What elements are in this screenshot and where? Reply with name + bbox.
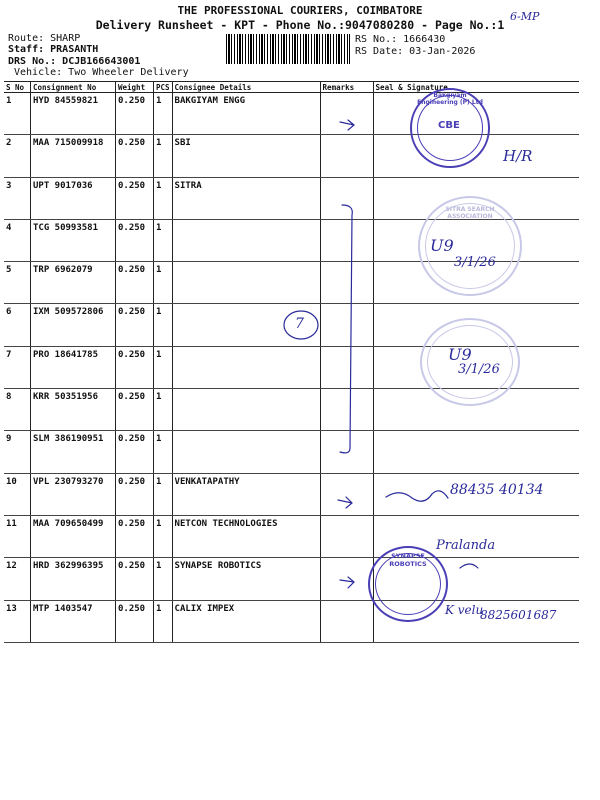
- col-consignee: Consignee Details: [172, 82, 320, 93]
- cell-consignee: CALIX IMPEX: [172, 600, 320, 642]
- cell-consignment: MTP 1403547: [31, 600, 116, 642]
- col-remarks: Remarks: [320, 82, 373, 93]
- rs-date: RS Date: 03-Jan-2026: [355, 46, 476, 57]
- cell-pcs: 1: [154, 346, 173, 388]
- document-title: THE PROFESSIONAL COURIERS, COIMBATORE: [177, 4, 423, 17]
- cell-consignment: TCG 50993581: [31, 219, 116, 261]
- cell-pcs: 1: [154, 135, 173, 177]
- cell-consignment: MAA 709650499: [31, 515, 116, 557]
- cell-sno: 4: [4, 219, 31, 261]
- cell-weight: 0.250: [116, 558, 154, 600]
- cell-consignment: TRP 6962079: [31, 262, 116, 304]
- synapse-stamp-text: SYNAPSE ROBOTICS: [389, 552, 427, 568]
- faint-stamp-b: [420, 318, 520, 406]
- cell-sno: 8: [4, 389, 31, 431]
- cell-weight: 0.250: [116, 515, 154, 557]
- cell-weight: 0.250: [116, 600, 154, 642]
- col-weight: Weight: [116, 82, 154, 93]
- cell-pcs: 1: [154, 515, 173, 557]
- col-pcs: PCS: [154, 82, 173, 93]
- received-initials-b: U9: [448, 345, 472, 364]
- sitra-stamp: [418, 196, 522, 296]
- cell-consignee: SYNAPSE ROBOTICS: [172, 558, 320, 600]
- phone-row13: 8825601687: [480, 608, 557, 622]
- cell-pcs: 1: [154, 389, 173, 431]
- received-date-b: 3/1/26: [458, 362, 500, 377]
- bakgiyam-stamp: [410, 88, 490, 168]
- cell-sno: 2: [4, 135, 31, 177]
- cell-pcs: 1: [154, 177, 173, 219]
- cell-sno: 12: [4, 558, 31, 600]
- cell-sno: 1: [4, 93, 31, 135]
- cell-consignee: NETCON TECHNOLOGIES: [172, 515, 320, 557]
- cell-pcs: 1: [154, 262, 173, 304]
- cell-weight: 0.250: [116, 262, 154, 304]
- cell-consignment: HRD 362996395: [31, 558, 116, 600]
- cell-pcs: 1: [154, 93, 173, 135]
- cell-weight: 0.250: [116, 431, 154, 473]
- vehicle-label: Vehicle: Two Wheeler Delivery: [14, 67, 189, 78]
- cell-consignment: PRO 18641785: [31, 346, 116, 388]
- remark-arrow-1: [340, 120, 354, 130]
- cell-weight: 0.250: [116, 346, 154, 388]
- bracket-rows-4-9: [340, 205, 352, 453]
- cell-weight: 0.250: [116, 389, 154, 431]
- cell-consignee: SBI: [172, 135, 320, 177]
- cell-consignee: SITRA: [172, 177, 320, 219]
- route-label: Route: SHARP: [8, 33, 81, 44]
- received-initials-a: U9: [430, 236, 454, 255]
- cell-weight: 0.250: [116, 304, 154, 346]
- cell-weight: 0.250: [116, 177, 154, 219]
- cell-weight: 0.250: [116, 473, 154, 515]
- cell-consignment: HYD 84559821: [31, 93, 116, 135]
- cell-sno: 11: [4, 515, 31, 557]
- cell-sno: 13: [4, 600, 31, 642]
- signature-row10: 88435 40134: [450, 482, 544, 498]
- cell-pcs: 1: [154, 558, 173, 600]
- bakgiyam-stamp-outer-text: Bakgiyam Engineering (P) Ltd: [417, 92, 483, 106]
- signature-squiggle-10: [386, 491, 448, 501]
- remark-arrow-10: [338, 497, 352, 508]
- cell-pcs: 1: [154, 473, 173, 515]
- cell-pcs: 1: [154, 431, 173, 473]
- cell-sno: 3: [4, 177, 31, 219]
- cell-weight: 0.250: [116, 93, 154, 135]
- cell-consignment: MAA 715009918: [31, 135, 116, 177]
- col-consignment: Consignment No: [31, 82, 116, 93]
- received-date-a: 3/1/26: [454, 255, 496, 270]
- group-count-note: 7: [295, 316, 304, 332]
- cell-sno: 9: [4, 431, 31, 473]
- cell-consignee: BAKGIYAM ENGG: [172, 93, 320, 135]
- synapse-stamp: [368, 546, 448, 622]
- signature-row13: K velu: [445, 603, 484, 617]
- cell-consignee: VENKATAPATHY: [172, 473, 320, 515]
- cell-consignment: VPL 230793270: [31, 473, 116, 515]
- col-seal: Seal & Signature: [373, 82, 579, 93]
- cell-weight: 0.250: [116, 219, 154, 261]
- cell-consignment: UPT 9017036: [31, 177, 116, 219]
- cell-consignment: SLM 386190951: [31, 431, 116, 473]
- sitra-stamp-text: SITRA SEARCH ASSOCIATION: [445, 206, 495, 220]
- row2-handwritten-note: H/R: [503, 147, 533, 165]
- rs-number: RS No.: 1666430: [355, 34, 446, 45]
- cell-pcs: 1: [154, 600, 173, 642]
- bakgiyam-stamp-inner-text: CBE: [438, 120, 460, 131]
- cell-consignment: KRR 50351956: [31, 389, 116, 431]
- cell-pcs: 1: [154, 304, 173, 346]
- drs-number: DRS No.: DCJB166643001: [8, 56, 141, 67]
- cell-consignment: IXM 509572806: [31, 304, 116, 346]
- cell-pcs: 1: [154, 219, 173, 261]
- cell-sno: 10: [4, 473, 31, 515]
- cell-sno: 7: [4, 346, 31, 388]
- signature-squiggle-12: [460, 564, 478, 568]
- corner-handwritten-note: 6-MP: [510, 10, 540, 23]
- signature-row12: Pralanda: [436, 538, 496, 553]
- cell-weight: 0.250: [116, 135, 154, 177]
- remark-arrow-12: [340, 577, 354, 588]
- cell-sno: 6: [4, 304, 31, 346]
- cell-sno: 5: [4, 262, 31, 304]
- staff-label: Staff: PRASANTH: [8, 44, 99, 55]
- col-sno: S No: [4, 82, 31, 93]
- document-subtitle: Delivery Runsheet - KPT - Phone No.:9047080280 - Page No.:1: [95, 18, 505, 32]
